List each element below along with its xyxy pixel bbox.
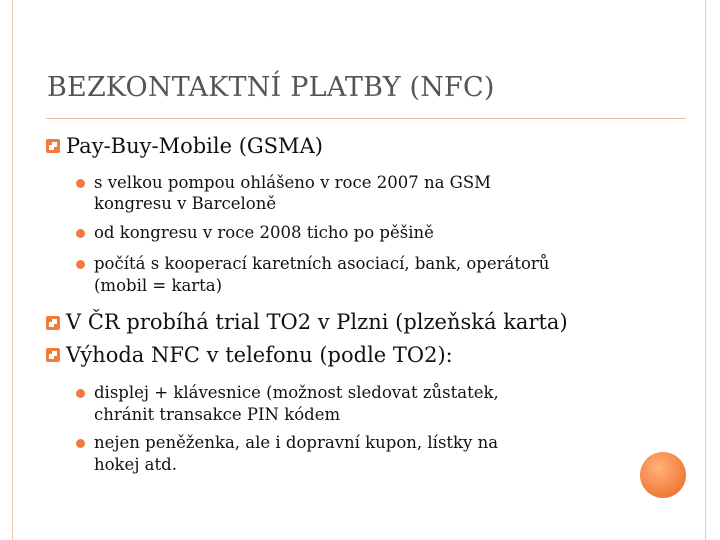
sub-bullet-line: chránit transakce PIN kódem — [94, 405, 341, 424]
orange-circle-icon — [640, 452, 686, 498]
sub-bullet-line: nejen peněženka, ale i dopravní kupon, lístky na — [94, 433, 499, 452]
sub-bullet-line: s velkou pompou ohlášeno v roce 2007 na GSM — [94, 173, 492, 192]
sub-bullet-line: hokej atd. — [94, 455, 177, 474]
bullet-pay-buy-mobile: Pay-Buy-Mobile (GSMA) — [66, 134, 323, 158]
bullet-vyhoda-nfc: Výhoda NFC v telefonu (podle TO2): — [66, 343, 453, 367]
sub-bullet-line: displej + klávesnice (možnost sledovat zůstatek, — [94, 383, 499, 402]
dot-bullet-icon — [76, 179, 85, 188]
box-bullet-icon — [46, 316, 60, 330]
dot-bullet-icon — [76, 439, 85, 448]
sub-bullet-line: kongresu v Barceloně — [94, 194, 277, 213]
sub-bullet-line: počítá s kooperací karetních asociací, bank, operátorů — [94, 254, 550, 273]
dot-bullet-icon — [76, 389, 85, 398]
dot-bullet-icon — [76, 229, 85, 238]
sub-bullet-line: od kongresu v roce 2008 ticho po pěšině — [94, 223, 434, 242]
slide-title: BEZKONTAKTNÍ PLATBY (NFC) — [47, 72, 495, 103]
box-bullet-icon — [46, 348, 60, 362]
bullet-trial-plzen: V ČR probíhá trial TO2 v Plzni (plzeňská karta) — [66, 310, 568, 334]
sub-bullet-line: (mobil = karta) — [94, 276, 223, 295]
box-bullet-icon — [46, 139, 60, 153]
dot-bullet-icon — [76, 260, 85, 269]
